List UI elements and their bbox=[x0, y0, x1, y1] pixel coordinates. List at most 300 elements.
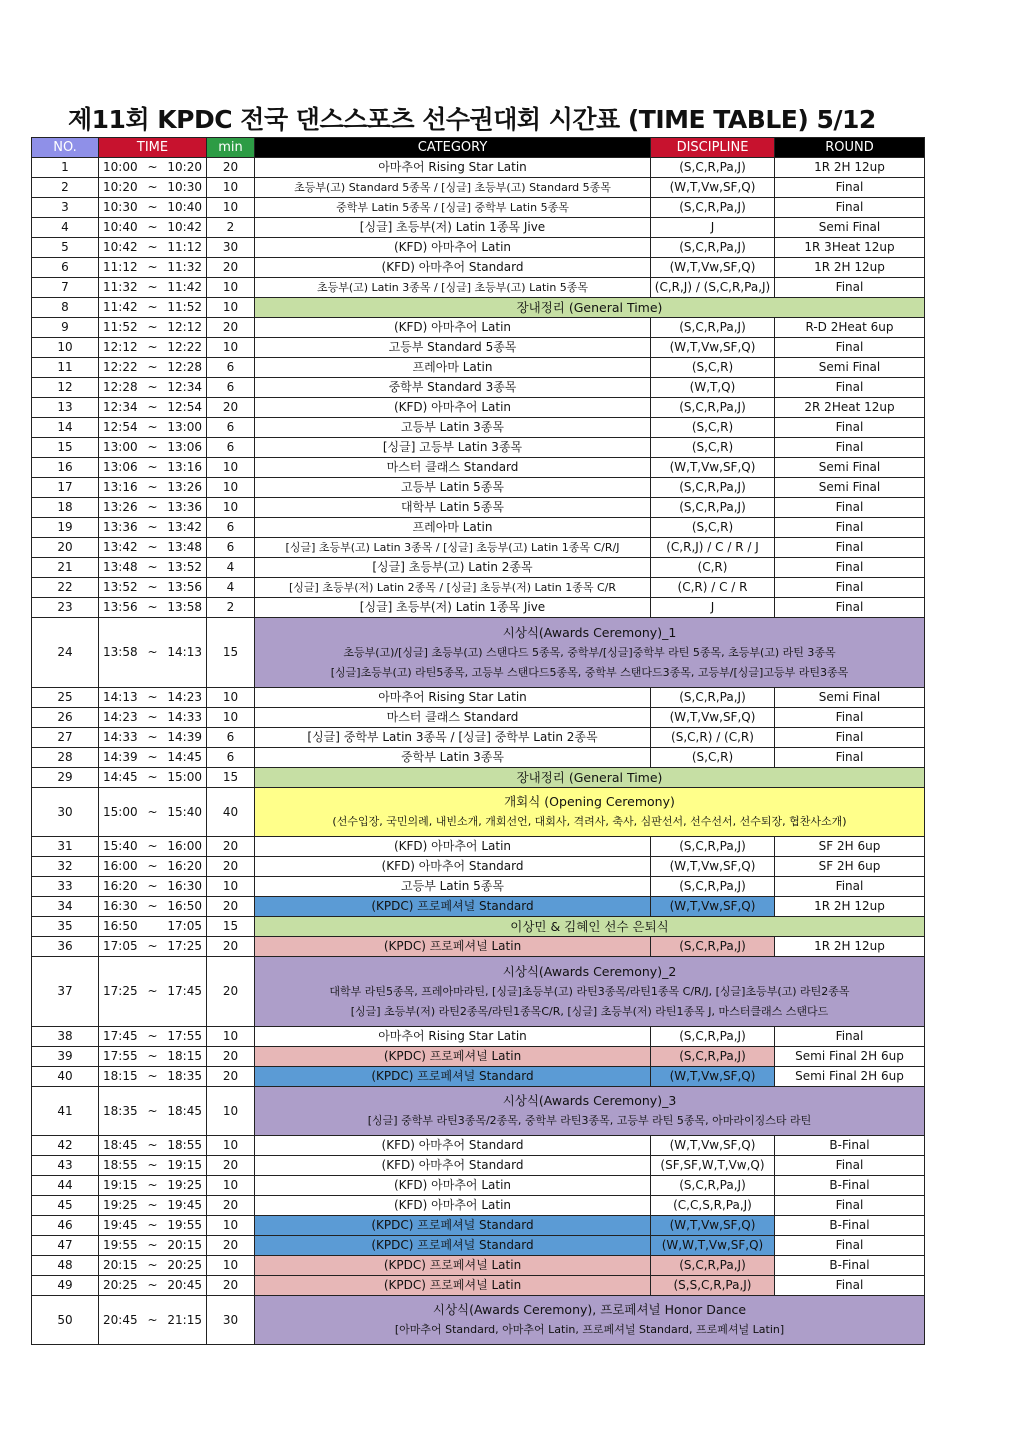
header-row bbox=[32, 138, 925, 158]
row-time bbox=[99, 358, 207, 378]
time-start: 15:40 bbox=[103, 839, 138, 853]
time-end: 18:45 bbox=[167, 1103, 202, 1118]
row-minutes: 30 bbox=[207, 1296, 255, 1345]
time-end: 13:36 bbox=[167, 500, 202, 514]
row-no: 27 bbox=[32, 728, 99, 748]
row-round: 2R 2Heat 12up bbox=[775, 398, 925, 418]
row-minutes: 6 bbox=[207, 418, 255, 438]
event-line: 시상식(Awards Ceremony), 프로페셔널 Honor Dance bbox=[432, 1302, 747, 1317]
time-separator: ~ bbox=[147, 879, 158, 893]
row-no: 44 bbox=[32, 1176, 99, 1196]
time-separator: ~ bbox=[147, 560, 158, 574]
time-end: 13:00 bbox=[167, 420, 202, 434]
time-start: 20:45 bbox=[103, 1312, 138, 1327]
time-end: 19:15 bbox=[167, 1158, 202, 1172]
time-end: 18:35 bbox=[167, 1069, 202, 1083]
row-no: 18 bbox=[32, 498, 99, 518]
row-category: [싱글] 고등부 Latin 3종목 bbox=[255, 438, 651, 458]
table-row bbox=[32, 498, 925, 518]
table-row bbox=[32, 937, 925, 957]
row-round: Semi Final bbox=[775, 218, 925, 238]
time-separator: ~ bbox=[147, 1178, 158, 1192]
row-round: B-Final bbox=[775, 1256, 925, 1276]
time-separator: ~ bbox=[147, 200, 158, 214]
time-separator: ~ bbox=[147, 520, 158, 534]
event-line: [아마추어 Standard, 아마추어 Latin, 프로페셔널 Standard, 프로페셔널 Latin] bbox=[394, 1323, 785, 1336]
row-discipline: (W,T,Q) bbox=[651, 378, 775, 398]
row-category: 아마추어 Rising Star Latin bbox=[255, 158, 651, 178]
timetable bbox=[31, 137, 925, 1345]
time-start: 13:42 bbox=[103, 540, 138, 554]
row-no: 39 bbox=[32, 1047, 99, 1067]
row-minutes: 10 bbox=[207, 178, 255, 198]
time-separator: ~ bbox=[147, 440, 158, 454]
row-round: SF 2H 6up bbox=[775, 857, 925, 877]
row-time bbox=[99, 768, 207, 788]
row-minutes: 6 bbox=[207, 518, 255, 538]
time-separator: ~ bbox=[147, 420, 158, 434]
row-time bbox=[99, 278, 207, 298]
row-category: [싱글] 초등부(고) Latin 2종목 bbox=[255, 558, 651, 578]
row-time bbox=[99, 1216, 207, 1236]
header-min: min bbox=[207, 138, 255, 158]
time-start: 13:58 bbox=[103, 645, 138, 659]
row-category: 고등부 Latin 5종목 bbox=[255, 478, 651, 498]
row-category: (KFD) 아마추어 Standard bbox=[255, 1156, 651, 1176]
row-no: 19 bbox=[32, 518, 99, 538]
time-end: 20:45 bbox=[167, 1278, 202, 1292]
row-minutes: 20 bbox=[207, 158, 255, 178]
time-start: 18:55 bbox=[103, 1158, 138, 1172]
row-category: (KFD) 아마추어 Latin bbox=[255, 238, 651, 258]
row-minutes: 10 bbox=[207, 1136, 255, 1156]
time-start: 17:25 bbox=[103, 984, 138, 998]
row-discipline: (S,C,R,Pa,J) bbox=[651, 1027, 775, 1047]
time-end: 15:00 bbox=[167, 770, 202, 784]
time-end: 13:56 bbox=[167, 580, 202, 594]
time-separator: ~ bbox=[147, 320, 158, 334]
row-discipline: (W,T,Vw,SF,Q) bbox=[651, 1136, 775, 1156]
event-line: 시상식(Awards Ceremony)_1 bbox=[502, 624, 677, 640]
row-category: (KFD) 아마추어 Latin bbox=[255, 1176, 651, 1196]
time-end: 13:48 bbox=[167, 540, 202, 554]
time-separator: ~ bbox=[147, 984, 158, 998]
row-round: Semi Final bbox=[775, 458, 925, 478]
row-no: 20 bbox=[32, 538, 99, 558]
row-no: 42 bbox=[32, 1136, 99, 1156]
row-minutes: 10 bbox=[207, 1027, 255, 1047]
table-row bbox=[32, 178, 925, 198]
row-round: 1R 2H 12up bbox=[775, 937, 925, 957]
time-start: 13:48 bbox=[103, 560, 138, 574]
event-line: [싱글] 초등부(저) 라틴2종목/라틴1종목C/R, [싱글] 초등부(저) 라틴1종목 J, 마스터클래스 스탠다드 bbox=[350, 1004, 829, 1018]
row-category: 고등부 Standard 5종목 bbox=[255, 338, 651, 358]
row-minutes: 20 bbox=[207, 1276, 255, 1296]
time-start: 12:54 bbox=[103, 420, 138, 434]
row-category: (KFD) 아마추어 Latin bbox=[255, 398, 651, 418]
row-round: B-Final bbox=[775, 1176, 925, 1196]
row-minutes: 10 bbox=[207, 708, 255, 728]
table-row bbox=[32, 857, 925, 877]
row-category: (KFD) 아마추어 Standard bbox=[255, 857, 651, 877]
row-discipline: (S,C,R,Pa,J) bbox=[651, 238, 775, 258]
merged-event-cell bbox=[255, 1087, 925, 1136]
table-row bbox=[32, 1136, 925, 1156]
row-discipline: (S,C,R,Pa,J) bbox=[651, 158, 775, 178]
time-start: 15:00 bbox=[103, 804, 138, 819]
header-category: CATEGORY bbox=[255, 138, 651, 158]
row-round: Final bbox=[775, 418, 925, 438]
row-discipline: (S,C,R) bbox=[651, 748, 775, 768]
row-category: 대학부 Latin 5종목 bbox=[255, 498, 651, 518]
row-round: Final bbox=[775, 598, 925, 618]
row-round: Final bbox=[775, 728, 925, 748]
row-category: 아마추어 Rising Star Latin bbox=[255, 688, 651, 708]
row-no: 45 bbox=[32, 1196, 99, 1216]
time-start: 10:20 bbox=[103, 180, 138, 194]
table-row bbox=[32, 258, 925, 278]
time-end: 19:25 bbox=[167, 1178, 202, 1192]
row-minutes: 10 bbox=[207, 498, 255, 518]
time-start: 11:42 bbox=[103, 300, 138, 314]
table-row bbox=[32, 768, 925, 788]
row-round: Final bbox=[775, 518, 925, 538]
time-separator: ~ bbox=[147, 770, 158, 784]
time-start: 14:45 bbox=[103, 770, 138, 784]
table-row bbox=[32, 1067, 925, 1087]
time-separator: ~ bbox=[147, 240, 158, 254]
time-start: 11:32 bbox=[103, 280, 138, 294]
time-start: 14:23 bbox=[103, 710, 138, 724]
row-round: Semi Final bbox=[775, 688, 925, 708]
header-discipline: DISCIPLINE bbox=[651, 138, 775, 158]
row-round: Final bbox=[775, 1276, 925, 1296]
row-round: Semi Final 2H 6up bbox=[775, 1067, 925, 1087]
row-no: 10 bbox=[32, 338, 99, 358]
table-row bbox=[32, 748, 925, 768]
time-end: 16:00 bbox=[167, 839, 202, 853]
time-end: 12:22 bbox=[167, 340, 202, 354]
row-minutes: 15 bbox=[207, 768, 255, 788]
time-start: 16:50 bbox=[103, 919, 138, 933]
table-row bbox=[32, 198, 925, 218]
row-minutes: 6 bbox=[207, 748, 255, 768]
time-separator: ~ bbox=[147, 1312, 158, 1327]
merged-event-cell bbox=[255, 618, 925, 688]
row-no: 6 bbox=[32, 258, 99, 278]
time-separator: ~ bbox=[147, 839, 158, 853]
row-minutes: 10 bbox=[207, 458, 255, 478]
row-time bbox=[99, 518, 207, 538]
time-end: 17:25 bbox=[167, 939, 202, 953]
time-separator: ~ bbox=[147, 380, 158, 394]
row-no: 21 bbox=[32, 558, 99, 578]
row-category: 프레아마 Latin bbox=[255, 518, 651, 538]
time-start: 13:00 bbox=[103, 440, 138, 454]
row-round: Final bbox=[775, 708, 925, 728]
row-discipline: (S,C,R,Pa,J) bbox=[651, 1047, 775, 1067]
time-start: 19:15 bbox=[103, 1178, 138, 1192]
time-end: 13:16 bbox=[167, 460, 202, 474]
time-separator: ~ bbox=[147, 580, 158, 594]
row-no: 1 bbox=[32, 158, 99, 178]
table-row bbox=[32, 518, 925, 538]
row-time bbox=[99, 618, 207, 688]
row-no: 37 bbox=[32, 957, 99, 1027]
time-end: 12:54 bbox=[167, 400, 202, 414]
row-category: 고등부 Latin 5종목 bbox=[255, 877, 651, 897]
page-title: 제11회 KPDC 전국 댄스스포츠 선수권대회 시간표 (TIME TABLE) 5/12 bbox=[68, 105, 876, 134]
time-end: 13:06 bbox=[167, 440, 202, 454]
row-category: 중학부 Latin 5종목 / [싱글] 중학부 Latin 5종목 bbox=[255, 198, 651, 218]
row-discipline: (W,T,Vw,SF,Q) bbox=[651, 458, 775, 478]
row-discipline: J bbox=[651, 598, 775, 618]
row-minutes: 10 bbox=[207, 688, 255, 708]
time-end: 19:45 bbox=[167, 1198, 202, 1212]
time-start: 12:28 bbox=[103, 380, 138, 394]
time-separator: ~ bbox=[147, 340, 158, 354]
time-end: 14:13 bbox=[167, 645, 202, 659]
time-separator: ~ bbox=[147, 645, 158, 659]
table-row bbox=[32, 298, 925, 318]
row-minutes: 6 bbox=[207, 438, 255, 458]
time-start: 18:35 bbox=[103, 1103, 138, 1118]
row-round: 1R 2H 12up bbox=[775, 897, 925, 917]
row-no: 26 bbox=[32, 708, 99, 728]
event-line: 초등부(고)/[싱글] 초등부(고) 스탠다드 5종목, 중학부/[싱글]중학부 라틴 5종목, 초등부(고) 라틴 3종목 bbox=[343, 645, 836, 659]
time-start: 11:52 bbox=[103, 320, 138, 334]
row-discipline: (S,C,R,Pa,J) bbox=[651, 837, 775, 857]
time-start: 18:45 bbox=[103, 1138, 138, 1152]
time-end: 13:58 bbox=[167, 600, 202, 614]
row-no: 15 bbox=[32, 438, 99, 458]
row-round: Final bbox=[775, 1156, 925, 1176]
table-row bbox=[32, 1196, 925, 1216]
row-round: Final bbox=[775, 1196, 925, 1216]
row-discipline: (S,C,R,Pa,J) bbox=[651, 877, 775, 897]
row-minutes: 40 bbox=[207, 788, 255, 837]
row-minutes: 10 bbox=[207, 198, 255, 218]
time-separator: ~ bbox=[147, 750, 158, 764]
table-row bbox=[32, 1256, 925, 1276]
time-separator: ~ bbox=[147, 690, 158, 704]
row-time bbox=[99, 538, 207, 558]
time-separator: ~ bbox=[147, 1158, 158, 1172]
time-separator: ~ bbox=[147, 360, 158, 374]
time-start: 17:45 bbox=[103, 1029, 138, 1043]
row-time bbox=[99, 688, 207, 708]
time-separator: ~ bbox=[147, 160, 158, 174]
row-discipline: (SF,SF,W,T,Vw,Q) bbox=[651, 1156, 775, 1176]
time-start: 20:15 bbox=[103, 1258, 138, 1272]
table-row bbox=[32, 1296, 925, 1345]
row-time bbox=[99, 338, 207, 358]
event-line: 대학부 라틴5종목, 프레아마라틴, [싱글]초등부(고) 라틴3종목/라틴1종목 C/R/J, [싱글]초등부(고) 라틴2종목 bbox=[329, 984, 850, 998]
row-no: 48 bbox=[32, 1256, 99, 1276]
row-time bbox=[99, 1087, 207, 1136]
time-end: 11:42 bbox=[167, 280, 202, 294]
row-no: 33 bbox=[32, 877, 99, 897]
row-discipline: J bbox=[651, 218, 775, 238]
row-discipline: (W,T,Vw,SF,Q) bbox=[651, 1216, 775, 1236]
row-time bbox=[99, 1196, 207, 1216]
row-time bbox=[99, 957, 207, 1027]
time-end: 18:55 bbox=[167, 1138, 202, 1152]
row-discipline: (C,C,S,R,Pa,J) bbox=[651, 1196, 775, 1216]
row-time bbox=[99, 708, 207, 728]
time-end: 13:42 bbox=[167, 520, 202, 534]
time-start: 19:45 bbox=[103, 1218, 138, 1232]
row-no: 43 bbox=[32, 1156, 99, 1176]
row-category: (KPDC) 프로페셔널 Standard bbox=[255, 897, 651, 917]
time-end: 11:12 bbox=[167, 240, 202, 254]
time-end: 14:45 bbox=[167, 750, 202, 764]
row-round: Final bbox=[775, 378, 925, 398]
merged-event-cell bbox=[255, 957, 925, 1027]
row-category: (KPDC) 프로페셔널 Standard bbox=[255, 1067, 651, 1087]
row-category: (KPDC) 프로페셔널 Latin bbox=[255, 937, 651, 957]
time-start: 13:36 bbox=[103, 520, 138, 534]
row-category: (KFD) 아마추어 Standard bbox=[255, 1136, 651, 1156]
row-round: Final bbox=[775, 877, 925, 897]
row-round: Final bbox=[775, 198, 925, 218]
row-discipline: (W,T,Vw,SF,Q) bbox=[651, 708, 775, 728]
row-category: 마스터 클래스 Standard bbox=[255, 458, 651, 478]
row-time bbox=[99, 1276, 207, 1296]
time-separator: ~ bbox=[147, 1258, 158, 1272]
row-category: [싱글] 초등부(저) Latin 1종목 Jive bbox=[255, 218, 651, 238]
row-minutes: 6 bbox=[207, 358, 255, 378]
table-row bbox=[32, 728, 925, 748]
row-round: B-Final bbox=[775, 1136, 925, 1156]
row-time bbox=[99, 158, 207, 178]
table-row bbox=[32, 837, 925, 857]
row-category: 고등부 Latin 3종목 bbox=[255, 418, 651, 438]
row-no: 32 bbox=[32, 857, 99, 877]
time-end: 11:32 bbox=[167, 260, 202, 274]
row-discipline: (S,C,R,Pa,J) bbox=[651, 937, 775, 957]
row-discipline: (S,C,R,Pa,J) bbox=[651, 498, 775, 518]
table-row bbox=[32, 1276, 925, 1296]
row-minutes: 10 bbox=[207, 1256, 255, 1276]
time-start: 14:13 bbox=[103, 690, 138, 704]
row-category: (KPDC) 프로페셔널 Latin bbox=[255, 1047, 651, 1067]
row-round: Semi Final bbox=[775, 358, 925, 378]
row-no: 13 bbox=[32, 398, 99, 418]
time-separator: ~ bbox=[147, 1103, 158, 1118]
row-category: 초등부(고) Latin 3종목 / [싱글] 초등부(고) Latin 5종목 bbox=[255, 278, 651, 298]
row-no: 7 bbox=[32, 278, 99, 298]
table-row bbox=[32, 458, 925, 478]
row-time bbox=[99, 788, 207, 837]
row-time bbox=[99, 1047, 207, 1067]
row-no: 29 bbox=[32, 768, 99, 788]
merged-event-cell: 장내정리 (General Time) bbox=[255, 768, 925, 788]
time-start: 17:55 bbox=[103, 1049, 138, 1063]
header-time: TIME bbox=[99, 138, 207, 158]
time-start: 20:25 bbox=[103, 1278, 138, 1292]
row-round: Final bbox=[775, 1236, 925, 1256]
event-line: 개회식 (Opening Ceremony) bbox=[504, 794, 675, 809]
time-start: 11:12 bbox=[103, 260, 138, 274]
row-no: 50 bbox=[32, 1296, 99, 1345]
row-no: 28 bbox=[32, 748, 99, 768]
row-time bbox=[99, 728, 207, 748]
row-no: 40 bbox=[32, 1067, 99, 1087]
row-minutes: 20 bbox=[207, 837, 255, 857]
row-time bbox=[99, 1236, 207, 1256]
row-minutes: 2 bbox=[207, 598, 255, 618]
time-start: 12:34 bbox=[103, 400, 138, 414]
row-no: 4 bbox=[32, 218, 99, 238]
row-category: 마스터 클래스 Standard bbox=[255, 708, 651, 728]
row-discipline: (C,R,J) / C / R / J bbox=[651, 538, 775, 558]
row-time bbox=[99, 1136, 207, 1156]
row-no: 49 bbox=[32, 1276, 99, 1296]
row-time bbox=[99, 1176, 207, 1196]
row-no: 24 bbox=[32, 618, 99, 688]
row-time bbox=[99, 857, 207, 877]
time-end: 19:55 bbox=[167, 1218, 202, 1232]
row-no: 16 bbox=[32, 458, 99, 478]
time-end: 12:12 bbox=[167, 320, 202, 334]
row-round: Final bbox=[775, 578, 925, 598]
row-minutes: 10 bbox=[207, 1176, 255, 1196]
row-discipline: (S,C,R,Pa,J) bbox=[651, 398, 775, 418]
time-separator: ~ bbox=[147, 260, 158, 274]
table-row bbox=[32, 338, 925, 358]
row-no: 30 bbox=[32, 788, 99, 837]
row-time bbox=[99, 298, 207, 318]
row-category: (KFD) 아마추어 Latin bbox=[255, 837, 651, 857]
table-row bbox=[32, 877, 925, 897]
row-no: 17 bbox=[32, 478, 99, 498]
row-discipline: (C,R) bbox=[651, 558, 775, 578]
time-start: 10:42 bbox=[103, 240, 138, 254]
table-row bbox=[32, 1236, 925, 1256]
time-end: 12:34 bbox=[167, 380, 202, 394]
time-separator: ~ bbox=[147, 1049, 158, 1063]
row-category: (KFD) 아마추어 Standard bbox=[255, 258, 651, 278]
time-start: 19:25 bbox=[103, 1198, 138, 1212]
timetable-body bbox=[32, 158, 925, 1345]
row-discipline: (W,T,Vw,SF,Q) bbox=[651, 258, 775, 278]
time-end: 10:20 bbox=[167, 160, 202, 174]
table-row bbox=[32, 688, 925, 708]
row-time bbox=[99, 598, 207, 618]
time-end: 17:05 bbox=[167, 919, 202, 933]
time-end: 14:33 bbox=[167, 710, 202, 724]
merged-event-cell bbox=[255, 1296, 925, 1345]
row-minutes: 2 bbox=[207, 218, 255, 238]
row-category: 중학부 Latin 3종목 bbox=[255, 748, 651, 768]
row-time bbox=[99, 1256, 207, 1276]
time-start: 10:40 bbox=[103, 220, 138, 234]
row-minutes: 6 bbox=[207, 538, 255, 558]
event-line: 시상식(Awards Ceremony)_2 bbox=[502, 963, 677, 979]
time-start: 16:00 bbox=[103, 859, 138, 873]
row-minutes: 4 bbox=[207, 558, 255, 578]
row-category: 아마추어 Rising Star Latin bbox=[255, 1027, 651, 1047]
row-discipline: (S,C,R,Pa,J) bbox=[651, 1176, 775, 1196]
table-row bbox=[32, 538, 925, 558]
table-row bbox=[32, 598, 925, 618]
row-discipline: (W,T,Vw,SF,Q) bbox=[651, 178, 775, 198]
time-start: 17:05 bbox=[103, 939, 138, 953]
row-minutes: 20 bbox=[207, 1236, 255, 1256]
table-row bbox=[32, 1047, 925, 1067]
row-time bbox=[99, 198, 207, 218]
